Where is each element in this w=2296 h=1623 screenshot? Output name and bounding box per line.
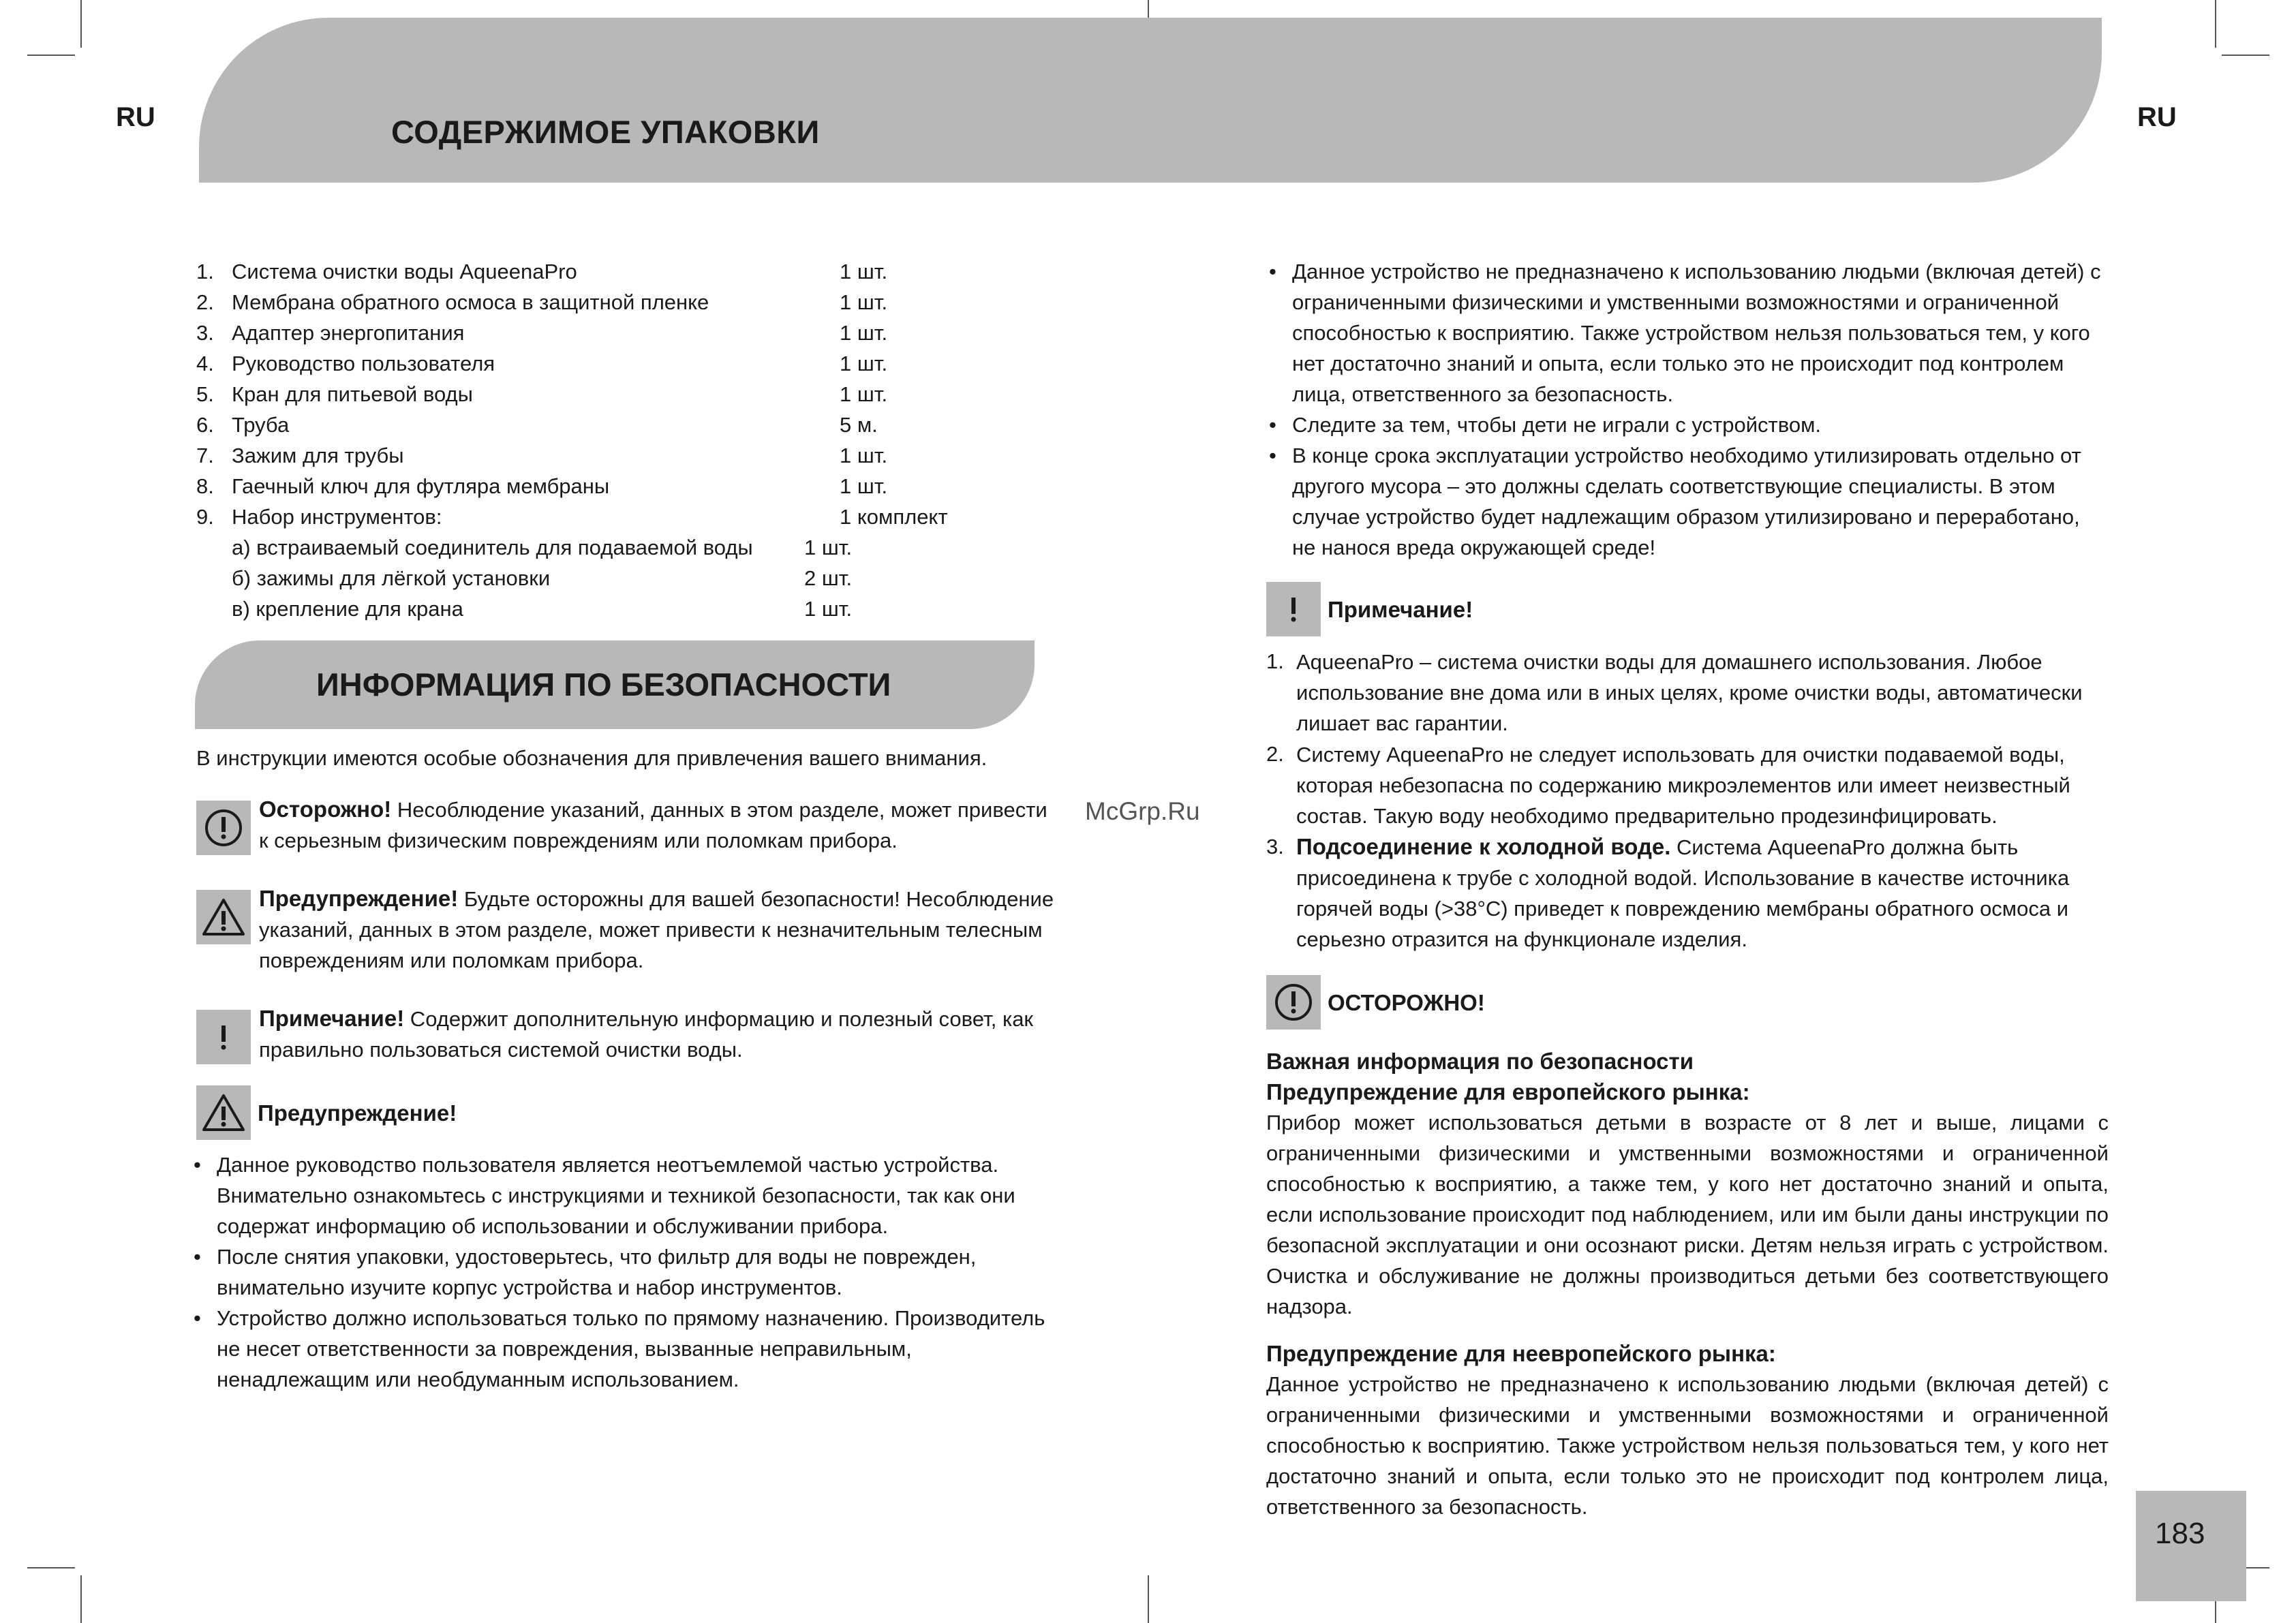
safety-section-title: ИНФОРМАЦИЯ ПО БЕЗОПАСНОСТИ xyxy=(316,666,891,702)
warning-text xyxy=(259,883,1056,976)
package-item-label: Набор инструментов: xyxy=(232,505,442,529)
package-item-label: Зажим для трубы xyxy=(232,444,404,467)
package-item-number: 6. xyxy=(196,413,214,437)
list-item: • Устройство должно использоваться только по прямому назначению. Производитель не несет ответственности за повреждения, вызванные неправильным, ненадлежащим или необдуманным использованием. xyxy=(191,1303,1056,1395)
warning-heading: Предупреждение! xyxy=(258,1100,457,1126)
package-item-label: в) крепление для крана xyxy=(232,597,463,621)
list-item: • Следите за тем, чтобы дети не играли с устройством. xyxy=(1266,409,2109,440)
note-text xyxy=(259,1003,1056,1065)
note-list xyxy=(1266,646,2109,955)
package-item-label: Труба xyxy=(232,413,290,437)
note-heading: Примечание! xyxy=(1328,596,1473,622)
eu-text: Прибор может использоваться детьми в возрасте от 8 лет и выше, лицами с ограниченными физическими и умственными возможностями и ограниченной способностью к восприятию, а также тем, у кого нет достаточно знаний и опыта, если использование происходит под наблюдением, или им были даны инструкции по безопасной эксплуатации и они осознают риски. Детям нельзя играть с устройством. Очистка и обслуживание не должны производиться детьми без соответствующего надзора. xyxy=(1266,1111,2109,1318)
caution-heading: ОСТОРОЖНО! xyxy=(1328,989,1485,1015)
package-item xyxy=(196,287,1056,318)
noneu-heading: Предупреждение для неевропейского рынка: xyxy=(1266,1341,1776,1366)
package-item xyxy=(196,440,1056,471)
package-item-label: Адаптер энергопитания xyxy=(232,321,465,345)
package-item-number: 1. xyxy=(196,260,214,283)
page-number: 183 xyxy=(2155,1517,2205,1550)
package-item xyxy=(196,501,1056,532)
left-column xyxy=(196,256,1056,1395)
language-code-left: RU xyxy=(116,102,155,132)
package-item-label: Гаечный ключ для футляра мембраны xyxy=(232,474,610,498)
note-heading-row xyxy=(1266,582,2109,636)
package-item-number: 5. xyxy=(196,382,214,406)
list-item: 1. AqueenaPro – система очистки воды для домашнего использования. Любое использование вне дома или в иных целях, кроме очистки воды, автоматически лишает вас гарантии. xyxy=(1266,649,2083,735)
package-item xyxy=(196,563,1056,593)
package-item-quantity: 1 шт. xyxy=(840,444,888,467)
warning-label: Предупреждение! xyxy=(259,886,459,911)
safety-section-band xyxy=(195,640,1035,729)
package-list xyxy=(196,256,1056,624)
crop-mark xyxy=(27,1567,75,1568)
package-item xyxy=(196,471,1056,501)
package-item xyxy=(196,532,1056,563)
list-item: • Данное устройство не предназначено к использованию людьми (включая детей) с ограниченными физическими и умственными возможностями и ограниченной способностью к восприятию. Также устройством нельзя пользоваться тем, у кого нет достаточно знаний и опыта, если только это не происходит под контролем лица, ответственного за безопасность. xyxy=(1266,256,2109,409)
package-item-quantity: 1 шт. xyxy=(840,382,888,406)
warning-heading-row xyxy=(196,1085,1056,1140)
package-item xyxy=(196,256,1056,287)
header-band xyxy=(199,18,2102,183)
package-item-label: Система очистки воды AqueenaPro xyxy=(232,260,577,283)
package-item-number: 7. xyxy=(196,444,214,467)
list-item: 2. Систему AqueenaPro не следует использовать для очистки подаваемой воды, которая небезопасна по содержанию микроэлементов или имеет неизвестный состав. Такую воду необходимо предварительно продезинфицировать. xyxy=(1266,742,2070,828)
note-label: Примечание! xyxy=(259,1006,405,1031)
crop-mark xyxy=(2222,55,2269,56)
crop-mark xyxy=(27,55,75,56)
package-item xyxy=(196,348,1056,379)
package-item-quantity: 1 шт. xyxy=(840,260,888,283)
caution-icon xyxy=(1266,975,1321,1030)
package-item-label: б) зажимы для лёгкой установки xyxy=(232,566,551,590)
package-item xyxy=(196,379,1056,409)
warning-icon xyxy=(196,890,251,944)
package-item-number: 8. xyxy=(196,474,214,498)
package-item-quantity: 1 шт. xyxy=(804,597,853,621)
package-item-quantity: 2 шт. xyxy=(804,566,853,590)
package-item-label: Мембрана обратного осмоса в защитной пленке xyxy=(232,290,709,314)
note-notice xyxy=(196,1003,1056,1065)
package-item-quantity: 1 шт. xyxy=(840,352,888,375)
warning-bullets xyxy=(191,1149,1056,1395)
device-bullets xyxy=(1266,256,2109,563)
warning-body: Будьте осторожны для вашей безопасности! Несоблюдение указаний, данных в этом разделе, может привести к незначительным телесным повреждениям или поломкам прибора. xyxy=(259,887,1054,972)
page-number-box xyxy=(2136,1491,2246,1601)
eu-heading: Предупреждение для европейского рынка: xyxy=(1266,1079,1750,1104)
package-item-number: 3. xyxy=(196,321,214,345)
package-item-label: а) встраиваемый соединитель для подаваемой воды xyxy=(232,536,753,559)
package-item-label: Кран для питьевой воды xyxy=(232,382,473,406)
exclamation-icon xyxy=(1266,582,1321,636)
caution-notice xyxy=(196,794,1056,856)
crop-mark xyxy=(80,0,82,48)
warning-icon xyxy=(196,1085,251,1140)
list-item: • Данное руководство пользователя является неотъемлемой частью устройства. Внимательно ознакомьтесь с инструкциями и техникой безопасности, так как они содержат информацию об использовании и обслуживании прибора. xyxy=(191,1149,1056,1241)
package-item-quantity: 5 м. xyxy=(840,413,878,437)
package-item-number: 9. xyxy=(196,505,214,529)
package-item-number: 4. xyxy=(196,352,214,375)
list-item: • После снятия упаковки, удостоверьтесь, что фильтр для воды не поврежден, внимательно изучите корпус устройства и набор инструментов. xyxy=(191,1241,1056,1303)
package-item-number: 2. xyxy=(196,290,214,314)
package-item-quantity: 1 шт. xyxy=(840,474,888,498)
package-item-quantity: 1 комплект xyxy=(840,505,948,529)
safety-intro: В инструкции имеются особые обозначения для привлечения вашего внимания. xyxy=(196,746,988,770)
noneu-text: Данное устройство не предназначено к использованию людьми (включая детей) с ограниченными физическими и умственными возможностями и ограниченной способностью к восприятию. Также устройством нельзя пользоваться тем, у кого нет достаточно знаний и опыта, если только это не происходит под контролем лица, ответственного за безопасность. xyxy=(1266,1372,2109,1519)
package-item xyxy=(196,593,1056,624)
crop-mark xyxy=(2215,0,2216,48)
package-item-quantity: 1 шт. xyxy=(840,321,888,345)
caution-body: Несоблюдение указаний, данных в этом разделе, может привести к серьезным физическим повреждениям или поломкам прибора. xyxy=(259,798,1047,852)
language-code-right: RU xyxy=(2137,102,2177,132)
package-item xyxy=(196,409,1056,440)
note-body: Содержит дополнительную информацию и полезный совет, как правильно пользоваться системой очистки воды. xyxy=(259,1007,1033,1062)
package-item-quantity: 1 шт. xyxy=(804,536,853,559)
important-heading: Важная информация по безопасности xyxy=(1266,1049,1694,1074)
caution-icon xyxy=(196,801,251,855)
exclamation-icon xyxy=(196,1010,251,1064)
page-title: СОДЕРЖИМОЕ УПАКОВКИ xyxy=(391,114,820,150)
list-item: 3. Подсоединение к холодной воде. Система AqueenaPro должна быть присоединена к трубе с холодной водой. Использование в качестве источника горячей воды (>38°C) приведет к повреждению мембраны обратного осмоса и серьезно отразится на функционале изделия. xyxy=(1266,834,2070,951)
list-item: • В конце срока эксплуатации устройство необходимо утилизировать отдельно от другого мусора – это должны сделать соответствующие специалисты. В этом случае устройство будет надлежащим образом утилизировано и переработано, не нанося вреда окружающей среде! xyxy=(1266,440,2109,563)
crop-mark xyxy=(1148,1575,1149,1623)
caution-text xyxy=(259,794,1056,856)
watermark: McGrp.Ru xyxy=(1085,797,1200,825)
crop-mark xyxy=(80,1575,82,1623)
warning-notice xyxy=(196,883,1056,976)
caution-heading-row xyxy=(1266,975,2109,1030)
right-column xyxy=(1266,256,2109,1522)
package-item-label: Руководство пользователя xyxy=(232,352,495,375)
caution-label: Осторожно! xyxy=(259,797,392,822)
package-item xyxy=(196,318,1056,348)
package-item-quantity: 1 шт. xyxy=(840,290,888,314)
